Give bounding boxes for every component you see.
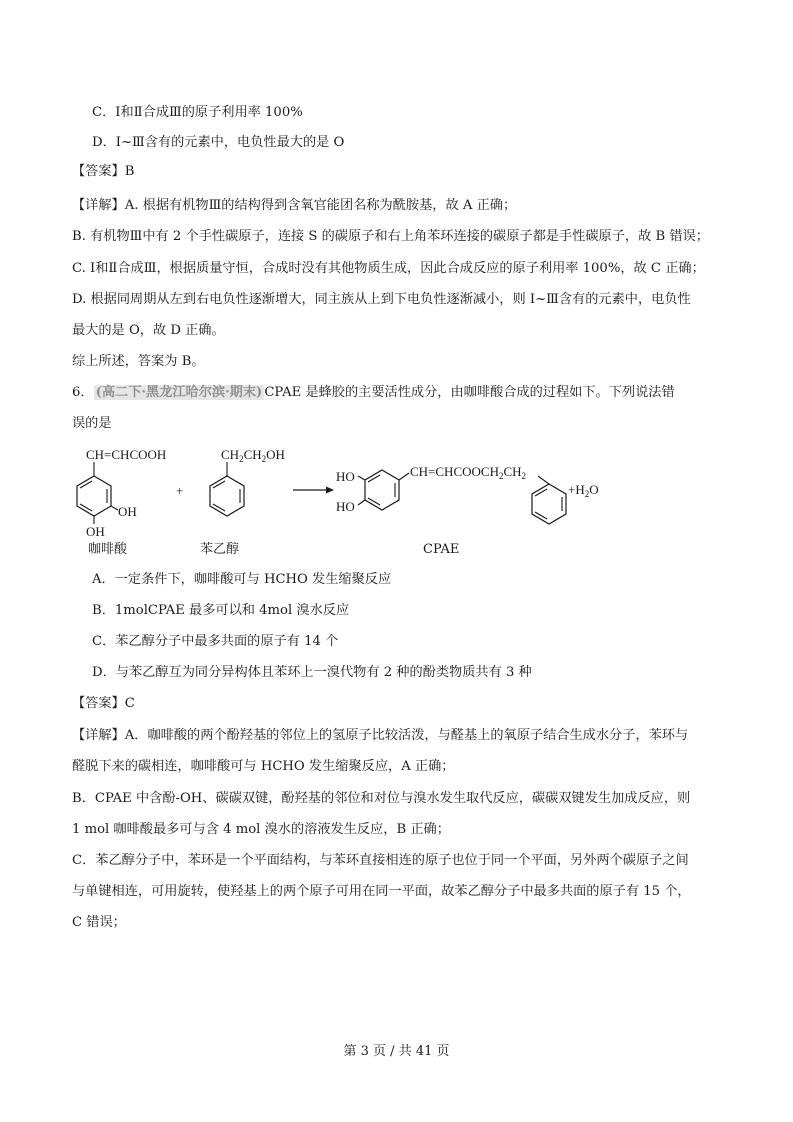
summary-line: 综上所述，答案为 B。 — [72, 354, 205, 369]
explanation-line-5: 最大的是 O，故 D 正确。 — [72, 323, 225, 338]
phenylethanol-structure — [210, 447, 285, 516]
cpae-structure — [336, 464, 599, 524]
detail-line-3: B．CPAE 中含酚-OH、碳碳双键，酚羟基的邻位和对位与溴水发生取代反应，碳碳双键发生加成反应，则 — [72, 791, 691, 806]
question-source-tag: (高二下·黑龙江哈尔滨·期末) — [95, 385, 263, 400]
explanation-line-3: C. Ⅰ和Ⅱ合成Ⅲ，根据质量守恒，合成时没有其他物质生成，因此合成反应的原子利用率 100%，故 C 正确； — [72, 261, 705, 276]
page-footer: 第 3 页 / 共 41 页 — [343, 1044, 450, 1059]
explanation-line-1: 【详解】A. 根据有机物Ⅲ的结构得到含氧官能团名称为酰胺基，故 A 正确； — [72, 198, 517, 213]
question-text-cont: 误的是 — [72, 416, 112, 431]
detail-line-7: C 错误； — [72, 915, 126, 930]
answer-prev: 【答案】B — [72, 164, 135, 179]
option-c-prev: C．Ⅰ和Ⅱ合成Ⅲ的原子利用率 100% — [92, 105, 303, 120]
cpae-ho-1: HO — [336, 469, 355, 484]
explanation-line-4: D. 根据同周期从左到右电负性逐渐增大，同主族从上到下电负性逐渐减小，则 Ⅰ~Ⅲ含有的元素中，电负性 — [72, 292, 691, 307]
option-b: B．1molCPAE 最多可以和 4mol 溴水反应 — [92, 603, 350, 618]
option-a: A．一定条件下，咖啡酸可与 HCHO 发生缩聚反应 — [92, 572, 392, 587]
phenylethanol-label: 苯乙醇 — [200, 542, 240, 557]
phenylethanol-substituent: $CH_2CH_2OH$ — [221, 447, 285, 464]
detail-line-1: 【详解】A．咖啡酸的两个酚羟基的邻位上的氢原子比较活泼，与醛基上的氧原子结合生成水分子，苯环与 — [72, 728, 689, 743]
cpae-chain: $CH=CHCOOCH_2CH_2$ — [410, 464, 527, 481]
detail-line-6: 与单键相连，可用旋转，使羟基上的两个原子可用在同一平面，故苯乙醇分子中最多共面的原子有 15 个， — [72, 884, 691, 899]
question-6-header — [72, 384, 675, 402]
explanation-line-2: B. 有机物Ⅲ中有 2 个手性碳原子，连接 S 的碳原子和右上角苯环连接的碳原子都是手性碳原子，故 B 错误； — [72, 229, 709, 244]
caffeic-substituent: CH=CHCOOH — [86, 447, 167, 462]
water-product: $+H_2O$ — [568, 482, 599, 499]
cpae-label: CPAE — [423, 542, 460, 557]
question-text: CPAE 是蜂胶的主要活性成分，由咖啡酸合成的过程如下。下列说法错 — [264, 385, 675, 400]
option-c: C．苯乙醇分子中最多共面的原子有 14 个 — [92, 634, 339, 649]
answer: 【答案】C — [72, 696, 135, 711]
caffeic-acid-label: 咖啡酸 — [88, 542, 128, 557]
detail-line-2: 醛脱下来的碳相连，咖啡酸可与 HCHO 发生缩聚反应，A 正确； — [72, 759, 455, 774]
plus-sign: + — [176, 483, 184, 498]
caffeic-acid-structure — [77, 447, 166, 539]
detail-line-5: C．苯乙醇分子中，苯环是一个平面结构，与苯环直接相连的原子也位于同一个平面，另外两个碳原子之间 — [72, 853, 689, 868]
caffeic-oh-1: OH — [118, 504, 137, 519]
question-number: 6． — [72, 385, 94, 400]
cpae-ho-2: HO — [336, 499, 355, 514]
option-d-prev: D．Ⅰ~Ⅲ含有的元素中，电负性最大的是 O — [92, 135, 345, 150]
caffeic-oh-2: OH — [86, 524, 105, 539]
option-d: D．与苯乙醇互为同分异构体且苯环上一溴代物有 2 种的酚类物质共有 3 种 — [92, 665, 532, 680]
detail-line-4: 1 mol 咖啡酸最多可与含 4 mol 溴水的溶液发生反应，B 正确； — [72, 822, 450, 837]
